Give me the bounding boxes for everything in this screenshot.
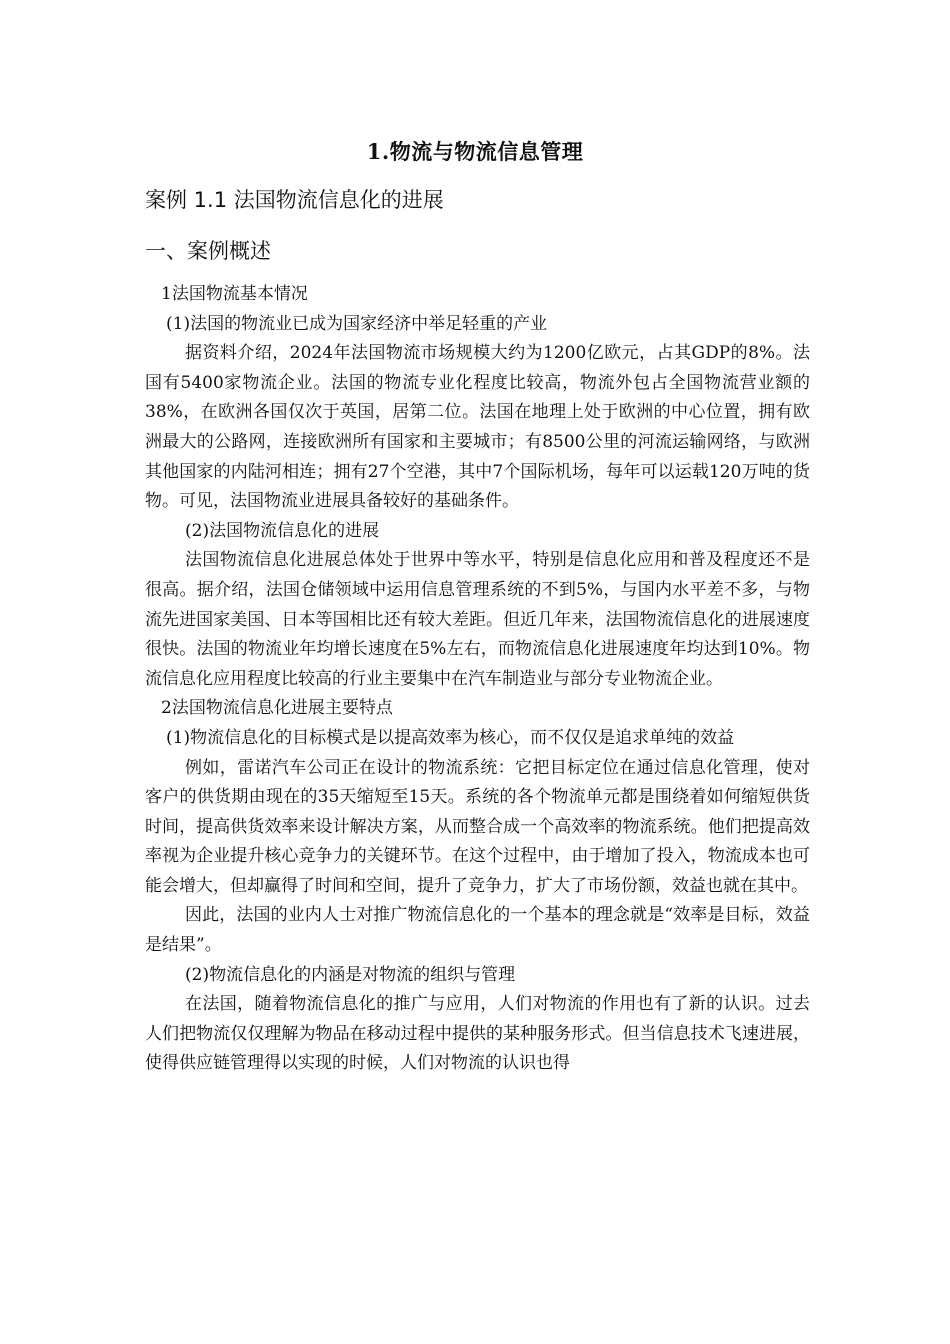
paragraph: 据资料介绍，2024年法国物流市场规模大约为1200亿欧元，占其GDP的8%。法国有5400家物流企业。法国的物流专业化程度比较高，物流外包占全国物流营业额的38%，在欧洲各国仅次于英国，居第二位。法国在地理上处于欧洲的中心位置，拥有欧洲最大的公路网，连接欧洲所有国家和主要城市；有8500公里的河流运输网络，与欧洲其他国家的内陆河相连；拥有27个空港，其中7个国际机场，每年可以运载120万吨的货物。可见，法国物流业进展具备较好的基础条件。 (145, 343, 810, 512)
subsection-subheading: (2)法国物流信息化的进展 (185, 520, 380, 541)
paragraph: 例如，雷诺汽车公司正在设计的物流系统：它把目标定位在通过信息化管理，使对客户的供货期由现在的35天缩短至15天。系统的各个物流单元都是围绕着如何缩短供货时间，提高供货效率来设计解决方案，从而整合成一个高效率的物流系统。他们把提高效率视为企业提升核心竞争力的关键环节。在这个过程中，由于增加了投入，物流成本也可能会增大，但却赢得了时间和空间，提升了竞争力，扩大了市场份额，效益也就在其中。 (145, 757, 810, 896)
subsection-heading: 2法国物流信息化进展主要特点 (161, 698, 393, 719)
paragraph: 在法国，随着物流信息化的推广与应用，人们对物流的作用也有了新的认识。过去人们把物流仅仅理解为物品在移动过程中提供的某种服务形式。但当信息技术飞速进展，使得供应链管理得以实现的时候，人们对物流的认识也得 (145, 994, 810, 1074)
subsection-subheading: (1)物流信息化的目标模式是以提高效率为核心，而不仅仅是追求单纯的效益 (166, 727, 735, 748)
document-body (145, 280, 810, 1079)
chapter-title: 1.物流与物流信息管理 (366, 139, 584, 164)
paragraph: 法国物流信息化进展总体处于世界中等水平，特别是信息化应用和普及程度还不是很高。据介绍，法国仓储领域中运用信息管理系统的不到5%，与国内水平差不多，与物流先进国家美国、日本等国相比还有较大差距。但近几年来，法国物流信息化的进展速度很快。法国的物流业年均增长速度在5%左右，而物流信息化进展速度年均达到10%。物流信息化应用程度比较高的行业主要集中在汽车制造业与部分专业物流企业。 (145, 550, 810, 689)
case-title: 案例 1.1 法国物流信息化的进展 (145, 188, 444, 212)
subsection-subheading: (2)物流信息化的内涵是对物流的组织与管理 (185, 964, 516, 985)
paragraph: 因此，法国的业内人士对推广物流信息化的一个基本的理念就是“效率是目标，效益是结果”。 (145, 905, 810, 956)
subsection-heading: 1法国物流基本情况 (161, 284, 308, 304)
subsection-subheading: (1)法国的物流业已成为国家经济中举足轻重的产业 (166, 313, 548, 334)
section-title: 一、案例概述 (145, 239, 271, 263)
